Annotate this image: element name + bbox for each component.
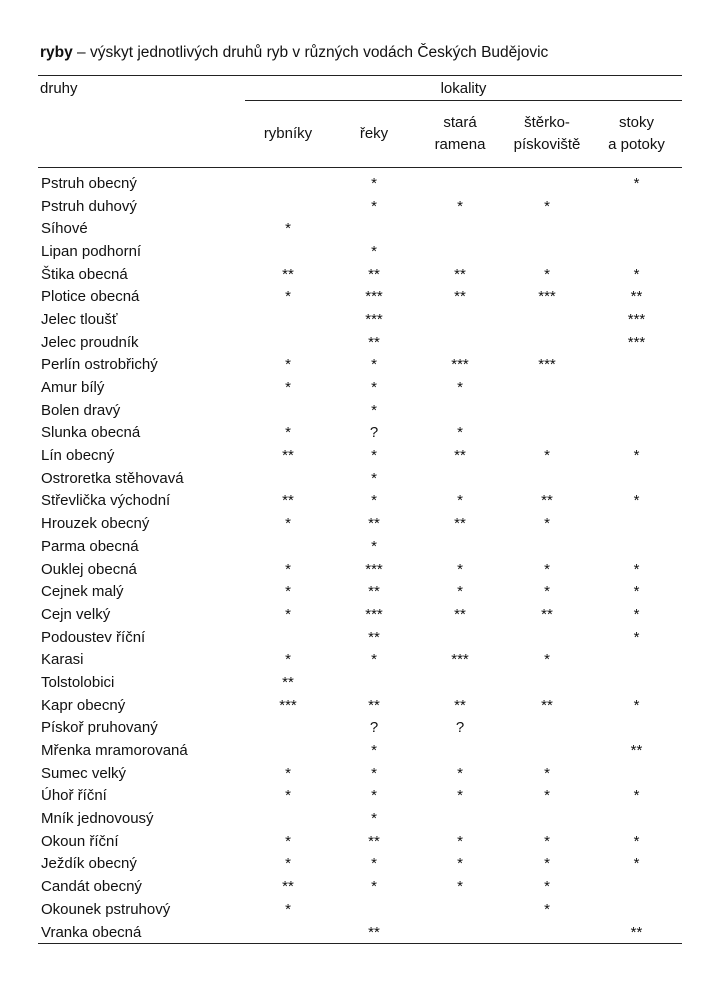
header-col-stara-ramena-line2: ramena: [434, 136, 486, 153]
occurrence-cell: [417, 240, 503, 263]
occurrence-cell: [503, 422, 591, 445]
header-col-stara-ramena-line1: stará: [443, 114, 477, 131]
occurrence-cell: [417, 168, 503, 195]
occurrence-cell: *: [371, 197, 377, 215]
occurrence-cell: [591, 648, 682, 671]
occurrence-cell: ?: [455, 719, 465, 737]
header-blank: [38, 101, 245, 168]
table-body: [38, 168, 682, 944]
occurrence-cell: ***: [627, 310, 646, 328]
occurrence-cell: ?: [369, 424, 379, 442]
species-name: Perlín ostrobřichý: [41, 356, 158, 374]
occurrence-cell: [591, 717, 682, 740]
occurrence-cell: ***: [627, 333, 646, 351]
occurrence-cell: [245, 399, 331, 422]
header-col-reky-label: řeky: [359, 125, 389, 142]
header-col-stoky-potoky: [591, 101, 682, 168]
species-name: Ježdík obecný: [41, 855, 137, 873]
occurrence-cell: *: [285, 787, 291, 805]
occurrence-cell: **: [454, 288, 466, 306]
occurrence-cell: *: [285, 832, 291, 850]
header-col-stoky-potoky-line1: stoky: [618, 114, 654, 131]
occurrence-cell: [591, 535, 682, 558]
table-row: [38, 331, 682, 354]
occurrence-cell: *: [285, 900, 291, 918]
occurrence-cell: *: [633, 174, 640, 192]
table-title: [40, 44, 548, 62]
occurrence-cell: **: [454, 447, 466, 465]
species-name: Parma obecná: [41, 537, 139, 555]
occurrence-cell: [503, 626, 591, 649]
occurrence-cell: **: [541, 492, 553, 510]
occurrence-cell: *: [371, 447, 377, 465]
occurrence-cell: [245, 168, 331, 195]
occurrence-cell: [503, 308, 591, 331]
table-row: [38, 354, 682, 377]
occurrence-cell: *: [285, 288, 291, 306]
occurrence-cell: *: [371, 174, 377, 192]
occurrence-cell: **: [630, 742, 643, 760]
table-row: [38, 807, 682, 830]
occurrence-cell: *: [544, 265, 550, 283]
occurrence-cell: *: [285, 220, 291, 238]
occurrence-cell: ***: [365, 605, 383, 623]
occurrence-cell: **: [454, 515, 466, 533]
species-name: Candát obecný: [41, 878, 142, 896]
species-name: Tolstolobici: [41, 673, 115, 691]
occurrence-cell: *: [457, 492, 463, 510]
occurrence-cell: [417, 331, 503, 354]
occurrence-cell: **: [454, 696, 466, 714]
occurrence-cell: *: [285, 764, 291, 782]
occurrence-cell: *: [371, 878, 377, 896]
fish-occurrence-table: [38, 75, 682, 944]
occurrence-cell: *: [371, 764, 377, 782]
occurrence-cell: *: [633, 628, 640, 646]
occurrence-cell: **: [454, 605, 466, 623]
occurrence-cell: [331, 217, 417, 240]
species-name: Podoustev říční: [41, 628, 146, 646]
header-col-stara-ramena: [417, 101, 503, 168]
species-name: Lín obecný: [41, 447, 115, 465]
species-name: Hrouzek obecný: [41, 515, 150, 533]
header-col-reky: [331, 101, 417, 168]
species-name: Karasi: [41, 651, 84, 669]
occurrence-cell: **: [282, 673, 294, 691]
occurrence-cell: *: [371, 855, 377, 873]
species-name: Bolen dravý: [41, 401, 121, 419]
header-col-rybniky: [245, 101, 331, 168]
occurrence-cell: [591, 671, 682, 694]
table-row: [38, 762, 682, 785]
header-col-rybniky-label: rybníky: [263, 125, 313, 142]
occurrence-cell: [417, 671, 503, 694]
occurrence-cell: [503, 921, 591, 944]
occurrence-cell: *: [371, 379, 377, 397]
occurrence-cell: **: [368, 265, 380, 283]
occurrence-cell: [245, 195, 331, 218]
occurrence-cell: [331, 671, 417, 694]
occurrence-cell: *: [544, 651, 550, 669]
header-lokality: lokality: [245, 76, 682, 101]
occurrence-cell: [503, 217, 591, 240]
table-row: [38, 694, 682, 717]
species-name: Pstruh obecný: [41, 174, 137, 192]
species-name: Ouklej obecná: [41, 560, 137, 578]
occurrence-cell: *: [544, 855, 550, 873]
occurrence-cell: *: [633, 492, 640, 510]
occurrence-cell: **: [368, 515, 380, 533]
occurrence-cell: *: [633, 560, 640, 578]
occurrence-cell: **: [282, 265, 294, 283]
table-row: [38, 263, 682, 286]
occurrence-cell: **: [541, 605, 553, 623]
occurrence-cell: *: [457, 787, 463, 805]
occurrence-cell: *: [371, 401, 377, 419]
occurrence-cell: [591, 354, 682, 377]
species-name: Kapr obecný: [41, 696, 126, 714]
occurrence-cell: *: [544, 878, 550, 896]
occurrence-cell: [591, 807, 682, 830]
occurrence-cell: *: [633, 855, 640, 873]
species-name: Sumec velký: [41, 764, 127, 782]
occurrence-cell: *: [371, 492, 377, 510]
occurrence-cell: ***: [538, 356, 556, 374]
occurrence-cell: [503, 717, 591, 740]
occurrence-cell: **: [630, 923, 643, 941]
occurrence-cell: *: [285, 515, 291, 533]
occurrence-cell: *: [285, 855, 291, 873]
occurrence-cell: *: [544, 560, 550, 578]
occurrence-cell: **: [282, 447, 294, 465]
occurrence-cell: *: [285, 356, 291, 374]
table-row: [38, 376, 682, 399]
occurrence-cell: **: [368, 696, 380, 714]
table-row: [38, 444, 682, 467]
occurrence-cell: *: [371, 356, 377, 374]
species-name: Okounek pstruhový: [41, 900, 171, 918]
occurrence-cell: [591, 399, 682, 422]
species-name: Vranka obecná: [41, 923, 142, 941]
title-rest: – výskyt jednotlivých druhů ryb v různých vodách Českých Budějovic: [72, 44, 549, 61]
occurrence-cell: [245, 626, 331, 649]
occurrence-cell: [417, 467, 503, 490]
occurrence-cell: [417, 535, 503, 558]
occurrence-cell: **: [541, 696, 553, 714]
occurrence-cell: [417, 921, 503, 944]
occurrence-cell: *: [633, 832, 640, 850]
species-name: Cejnek malý: [41, 583, 124, 601]
occurrence-cell: *: [457, 764, 463, 782]
species-name: Štika obecná: [41, 265, 128, 283]
occurrence-cell: *: [633, 447, 640, 465]
species-name: Střevlička východní: [41, 492, 171, 510]
occurrence-cell: ***: [365, 310, 383, 328]
occurrence-cell: *: [544, 197, 550, 215]
occurrence-cell: [245, 717, 331, 740]
occurrence-cell: *: [371, 469, 377, 487]
species-name: Okoun říční: [41, 832, 119, 850]
occurrence-cell: *: [457, 583, 463, 601]
table-row: [38, 195, 682, 218]
occurrence-cell: [503, 399, 591, 422]
occurrence-cell: [245, 921, 331, 944]
occurrence-cell: **: [368, 832, 380, 850]
occurrence-cell: *: [633, 696, 640, 714]
header-col-sterkopiskoviste: [503, 101, 591, 168]
occurrence-cell: *: [285, 605, 291, 623]
species-name: Pstruh duhový: [41, 197, 137, 215]
occurrence-cell: *: [285, 379, 291, 397]
occurrence-cell: [417, 898, 503, 921]
occurrence-cell: ***: [365, 560, 383, 578]
occurrence-cell: **: [368, 923, 380, 941]
table-row: [38, 580, 682, 603]
table-row: [38, 285, 682, 308]
occurrence-cell: [417, 807, 503, 830]
header-col-sterkopiskoviste-line1: štěrko-: [524, 114, 570, 131]
table-row: [38, 875, 682, 898]
occurrence-cell: *: [285, 424, 291, 442]
table-row: [38, 603, 682, 626]
table-row: [38, 921, 682, 944]
occurrence-cell: *: [371, 651, 377, 669]
occurrence-cell: [503, 240, 591, 263]
occurrence-cell: [591, 467, 682, 490]
occurrence-cell: [503, 168, 591, 195]
species-name: Mřenka mramorovaná: [41, 742, 188, 760]
occurrence-cell: [331, 898, 417, 921]
occurrence-cell: [417, 739, 503, 762]
table-row: [38, 422, 682, 445]
occurrence-cell: **: [630, 288, 643, 306]
occurrence-cell: *: [544, 764, 550, 782]
table-row: [38, 168, 682, 195]
occurrence-cell: *: [457, 197, 463, 215]
occurrence-cell: *: [544, 832, 550, 850]
occurrence-cell: *: [457, 379, 463, 397]
occurrence-cell: *: [371, 742, 377, 760]
occurrence-cell: [591, 762, 682, 785]
table-row: [38, 785, 682, 808]
table-row: [38, 308, 682, 331]
occurrence-cell: ?: [369, 719, 379, 737]
occurrence-cell: ***: [451, 651, 469, 669]
occurrence-cell: *: [633, 605, 640, 623]
occurrence-cell: [245, 331, 331, 354]
occurrence-cell: [245, 308, 331, 331]
occurrence-cell: [417, 308, 503, 331]
occurrence-cell: *: [371, 787, 377, 805]
title-bold: ryby: [40, 44, 73, 61]
occurrence-cell: [245, 535, 331, 558]
table-row: [38, 898, 682, 921]
occurrence-cell: [503, 535, 591, 558]
occurrence-cell: [591, 376, 682, 399]
species-name: Úhoř říční: [41, 787, 107, 805]
table-row: [38, 217, 682, 240]
header-druhy: druhy: [40, 79, 78, 97]
occurrence-cell: *: [371, 242, 377, 260]
occurrence-cell: **: [282, 492, 294, 510]
header-col-sterkopiskoviste-line2: pískoviště: [513, 136, 581, 153]
occurrence-cell: [591, 422, 682, 445]
occurrence-cell: **: [368, 628, 380, 646]
occurrence-cell: *: [285, 583, 291, 601]
occurrence-cell: **: [282, 878, 294, 896]
occurrence-cell: [245, 807, 331, 830]
occurrence-cell: [503, 376, 591, 399]
occurrence-cell: [591, 240, 682, 263]
occurrence-cell: *: [457, 855, 463, 873]
species-name: Jelec tloušť: [41, 310, 118, 328]
species-name: Slunka obecná: [41, 424, 141, 442]
occurrence-cell: *: [285, 560, 291, 578]
occurrence-cell: ***: [365, 288, 383, 306]
table-row: [38, 648, 682, 671]
table-row: [38, 830, 682, 853]
table-row: [38, 512, 682, 535]
occurrence-cell: [245, 467, 331, 490]
occurrence-cell: *: [457, 560, 463, 578]
occurrence-cell: [503, 331, 591, 354]
species-name: Amur bílý: [41, 379, 105, 397]
table-row: [38, 853, 682, 876]
table-row: [38, 739, 682, 762]
occurrence-cell: [417, 217, 503, 240]
occurrence-cell: *: [371, 810, 377, 828]
occurrence-cell: *: [544, 447, 550, 465]
occurrence-cell: ***: [451, 356, 469, 374]
occurrence-cell: *: [457, 424, 463, 442]
species-name: Síhové: [41, 220, 88, 238]
header-col-stoky-potoky-line2: a potoky: [608, 136, 665, 153]
species-name: Jelec proudník: [41, 333, 139, 351]
table-row: [38, 490, 682, 513]
species-name: Plotice obecná: [41, 288, 140, 306]
occurrence-cell: [503, 807, 591, 830]
occurrence-cell: [591, 217, 682, 240]
occurrence-cell: ***: [279, 696, 297, 714]
occurrence-cell: [417, 399, 503, 422]
table-row: [38, 399, 682, 422]
occurrence-cell: [591, 512, 682, 535]
species-name: Lipan podhorní: [41, 242, 142, 260]
table-row: [38, 717, 682, 740]
occurrence-cell: **: [454, 265, 466, 283]
species-name: Ostroretka stěhovavá: [41, 469, 184, 487]
occurrence-cell: ***: [538, 288, 556, 306]
species-name: Mník jednovousý: [41, 810, 154, 828]
table-row: [38, 467, 682, 490]
occurrence-cell: [503, 671, 591, 694]
occurrence-cell: [503, 467, 591, 490]
occurrence-cell: *: [544, 900, 550, 918]
table-row: [38, 558, 682, 581]
species-name: Cejn velký: [41, 605, 111, 623]
occurrence-cell: [245, 240, 331, 263]
occurrence-cell: [245, 739, 331, 762]
table-row: [38, 240, 682, 263]
species-name: Pískoř pruhovaný: [41, 719, 158, 737]
occurrence-cell: [591, 898, 682, 921]
occurrence-cell: [591, 875, 682, 898]
occurrence-cell: [591, 195, 682, 218]
occurrence-cell: *: [633, 787, 640, 805]
occurrence-cell: *: [371, 537, 377, 555]
occurrence-cell: *: [544, 583, 550, 601]
occurrence-cell: [417, 626, 503, 649]
occurrence-cell: *: [285, 651, 291, 669]
occurrence-cell: *: [457, 878, 463, 896]
table-row: [38, 671, 682, 694]
table-row: [38, 535, 682, 558]
occurrence-cell: *: [633, 265, 640, 283]
occurrence-cell: [503, 739, 591, 762]
occurrence-cell: **: [368, 333, 380, 351]
occurrence-cell: *: [457, 832, 463, 850]
occurrence-cell: *: [544, 787, 550, 805]
table-row: [38, 626, 682, 649]
occurrence-cell: *: [633, 583, 640, 601]
occurrence-cell: **: [368, 583, 380, 601]
occurrence-cell: *: [544, 515, 550, 533]
